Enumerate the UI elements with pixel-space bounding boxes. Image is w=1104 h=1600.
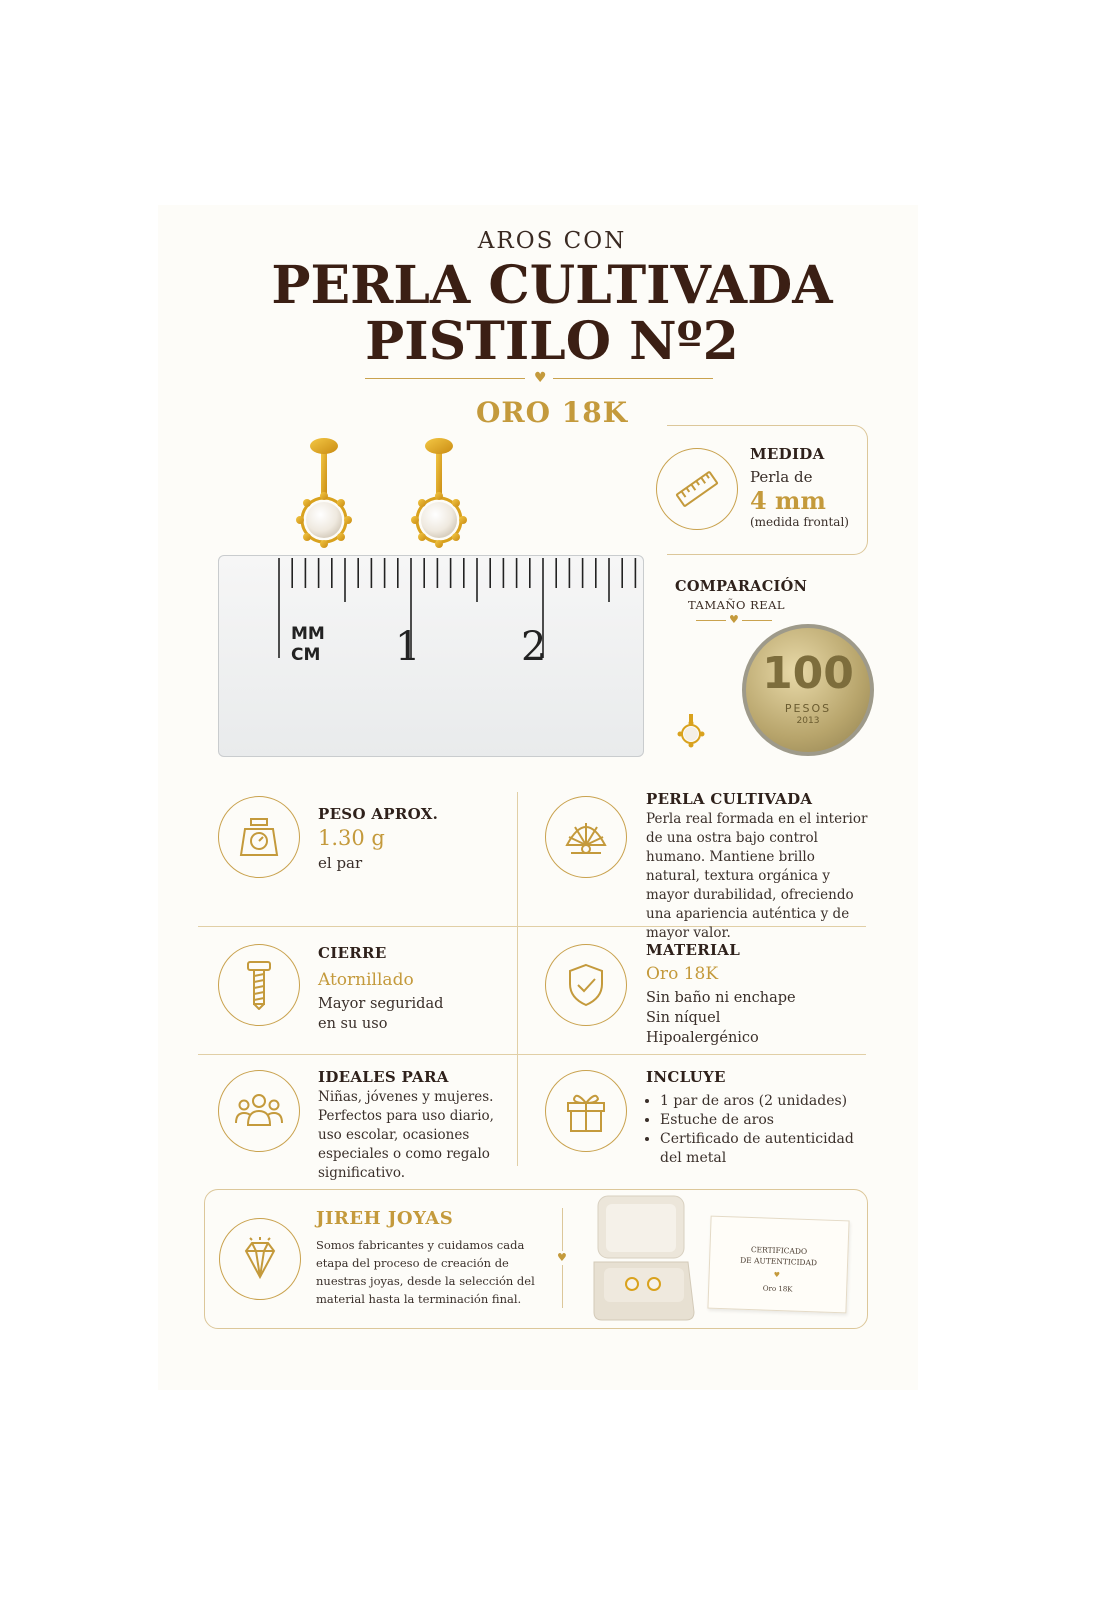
title-line-1: PERLA CULTIVADA: [271, 255, 833, 316]
header-rule-right: [553, 378, 713, 379]
material-line-1: Sin baño ni enchape: [646, 990, 796, 1006]
diamond-icon-circle: [219, 1218, 301, 1300]
medida-value: 4 mm: [750, 486, 826, 515]
ruler-label-1: 1: [395, 624, 421, 670]
peso-value: 1.30 g: [318, 826, 385, 850]
incluye-item: • Estuche de aros: [660, 1111, 868, 1130]
comparacion-heart-icon: ♥: [729, 613, 739, 626]
comparacion-sublabel: TAMAÑO REAL: [688, 598, 786, 612]
pre-title: AROS CON: [477, 228, 627, 254]
comparacion-rule-left: [696, 620, 726, 621]
coin-100-pesos: [742, 624, 874, 756]
ruler-icon-circle: [656, 448, 738, 530]
earrings-photo: [285, 430, 485, 560]
gift-icon: [564, 1089, 608, 1133]
peso-label: PESO APROX.: [318, 805, 439, 823]
ruler-ticks: [219, 556, 643, 676]
comparacion-label: COMPARACIÓN: [675, 578, 808, 595]
product-metal: ORO 18K: [475, 396, 629, 429]
brand-text: Somos fabricantes y cuidamos cada etapa del proceso de creación de nuestras joyas, desde la selección del material hasta la terminación final.: [316, 1238, 535, 1306]
diamond-icon: [236, 1237, 284, 1281]
medida-prefix: Perla de: [750, 468, 813, 486]
coin-year: 2013: [796, 716, 820, 726]
ideales-text: Niñas, jóvenes y mujeres. Perfectos para uso diario, uso escolar, ocasiones especiales o como regalo significativo.: [318, 1089, 494, 1181]
ideales-label: IDEALES PARA: [318, 1068, 449, 1086]
ruler-unit-mm: MM: [291, 624, 325, 644]
material-line-3: Hipoalergénico: [646, 1030, 759, 1046]
shield-icon-circle: [545, 944, 627, 1026]
title-line-2: PISTILO Nº2: [365, 311, 739, 372]
scale-icon: [237, 815, 281, 859]
certificate-title-line-2: DE AUTENTICIDAD: [740, 1255, 818, 1268]
brand-name: JIREH JOYAS: [316, 1208, 454, 1229]
shell-icon-circle: [545, 796, 627, 878]
incluye-label: INCLUYE: [646, 1068, 726, 1086]
comparacion-rule-right: [742, 620, 772, 621]
cierre-value: Atornillado: [318, 970, 414, 990]
ruler-units: [291, 624, 325, 666]
ruler: [218, 555, 644, 757]
scale-icon-circle: [218, 796, 300, 878]
people-icon: [234, 1091, 284, 1131]
medida-note: (medida frontal): [750, 515, 849, 529]
certificate-heart-icon: ♥: [773, 1270, 781, 1280]
perla-label: PERLA CULTIVADA: [646, 790, 813, 808]
perla-text: Perla real formada en el interior de una ostra bajo control humano. Mantiene brillo natural, textura orgánica y mayor durabilidad, ofreciendo una apariencia auténtica y de mayor valor.: [646, 811, 868, 941]
ruler-label-2: 2: [521, 624, 547, 670]
incluye-list: [646, 1092, 868, 1168]
earring-left: [296, 438, 352, 548]
screw-icon: [244, 960, 274, 1010]
material-line-2: Sin níquel: [646, 1010, 721, 1026]
material-label: MATERIAL: [646, 941, 741, 959]
heart-icon: ♥: [534, 370, 547, 386]
cierre-line-2: en su uso: [318, 1016, 388, 1032]
certificate-metal: Oro 18K: [762, 1284, 793, 1294]
jewelry-box: [590, 1192, 702, 1324]
people-icon-circle: [218, 1070, 300, 1152]
ruler-icon: [673, 465, 721, 513]
peso-note: el par: [318, 854, 363, 872]
cierre-label: CIERRE: [318, 944, 387, 962]
medida-label: MEDIDA: [750, 445, 825, 463]
gift-icon-circle: [545, 1070, 627, 1152]
earring-right: [411, 438, 467, 548]
grid-vertical-divider: [517, 792, 518, 1166]
grid-divider-2: [198, 1054, 866, 1055]
shell-icon: [563, 815, 609, 859]
shield-check-icon: [564, 962, 608, 1008]
certificate-card: [707, 1216, 849, 1314]
cierre-line-1: Mayor seguridad: [318, 996, 444, 1012]
incluye-item: • 1 par de aros (2 unidades): [660, 1092, 868, 1111]
ruler-unit-cm: CM: [291, 645, 321, 665]
brand-heart-icon: ♥: [557, 1251, 567, 1264]
coin-currency: PESOS: [784, 702, 832, 715]
material-value: Oro 18K: [646, 964, 719, 984]
coin-value: 100: [762, 648, 854, 699]
earring-real-size: [676, 712, 706, 752]
incluye-item: • Certificado de autenticidad del metal: [660, 1130, 868, 1168]
screw-icon-circle: [218, 944, 300, 1026]
certificate-title: [710, 1243, 848, 1270]
certificate-title-line-1: CERTIFICADO: [750, 1245, 808, 1256]
header-rule-left: [365, 378, 525, 379]
